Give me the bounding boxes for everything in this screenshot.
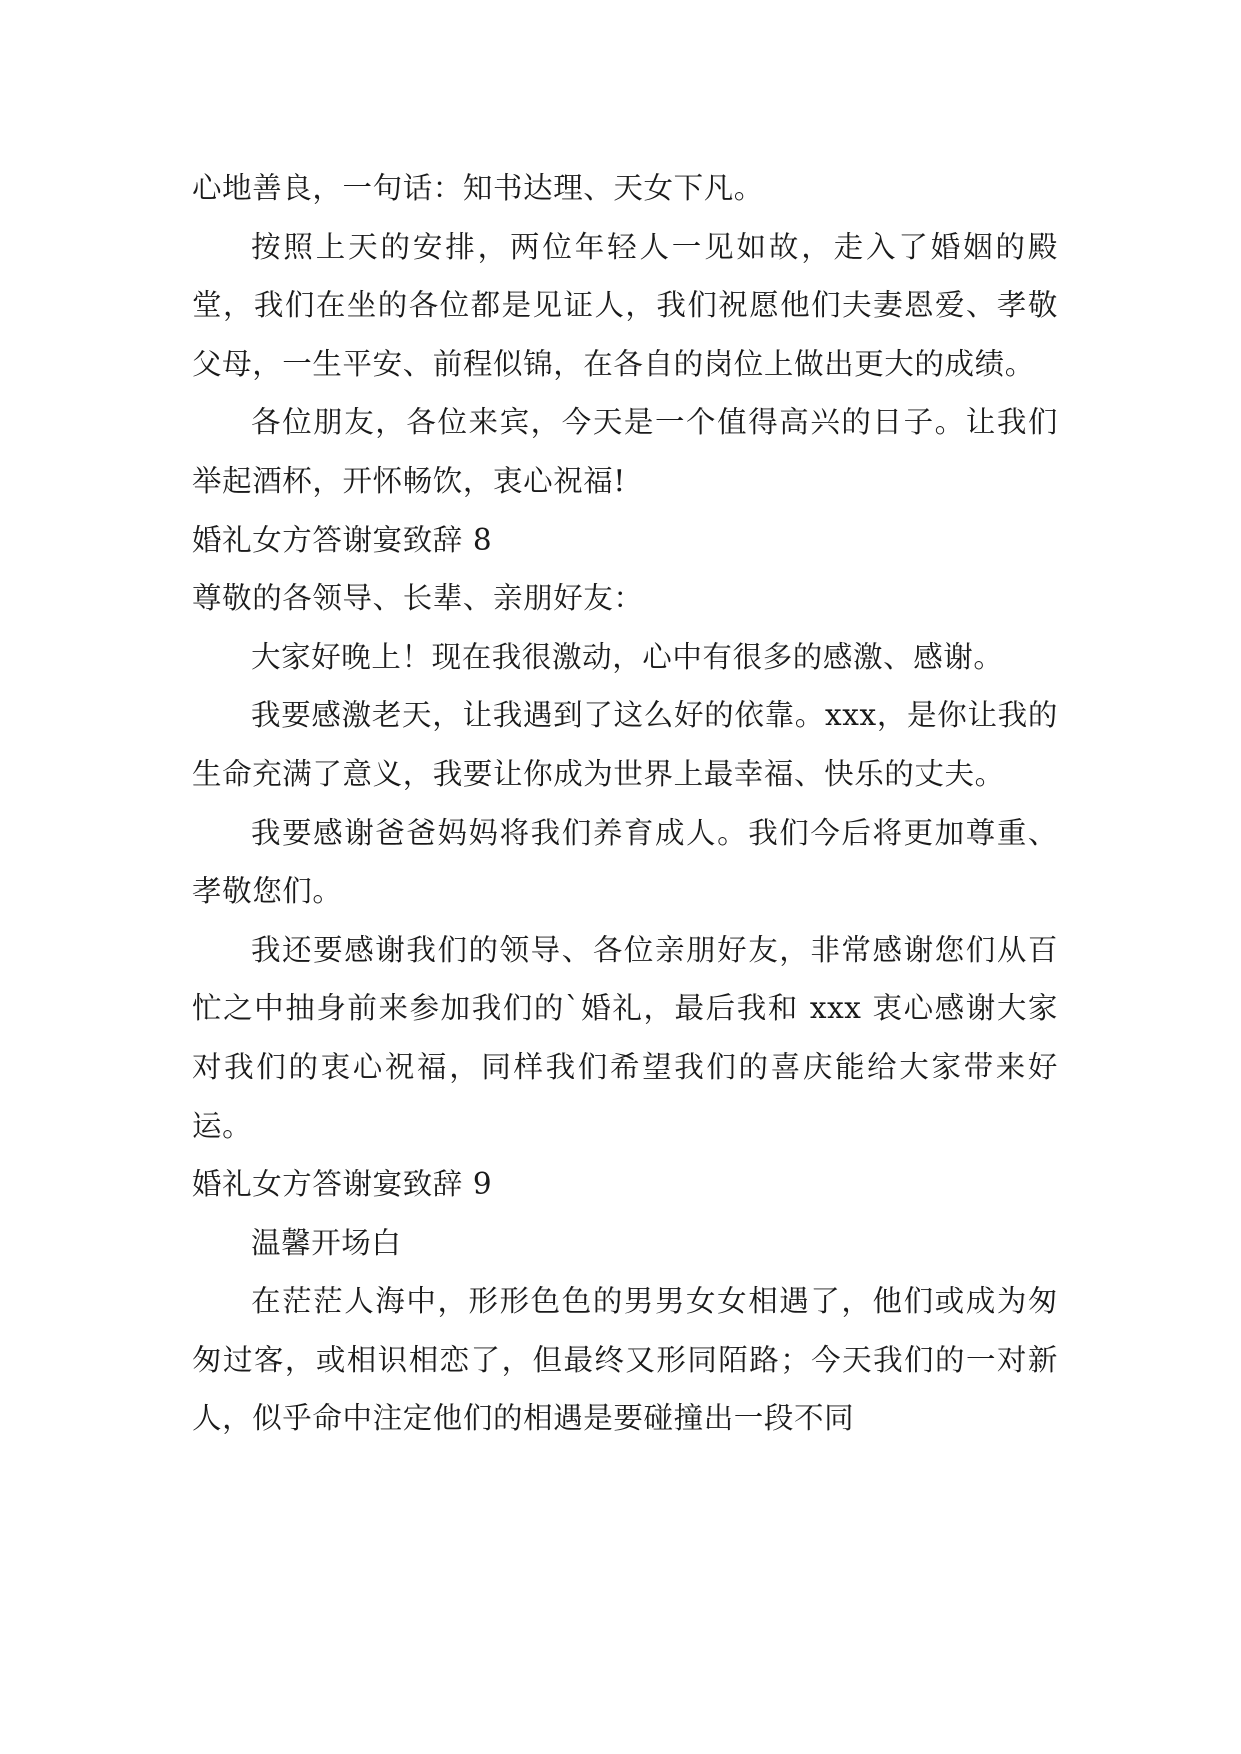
paragraph-opening: 在茫茫人海中，形形色色的男男女女相遇了，他们或成为匆匆过客，或相识相恋了，但最终又形同陌路；今天我们的一对新人，似乎命中注定他们的相遇是要碰撞出一段不同 bbox=[192, 1284, 1058, 1436]
section-heading-9: 婚礼女方答谢宴致辞 9 bbox=[192, 1167, 493, 1202]
paragraph-greeting: 大家好晚上！现在我很激动，心中有很多的感激、感谢。 bbox=[251, 639, 1004, 674]
paragraph-toast: 各位朋友，各位来宾，今天是一个值得高兴的日子。让我们举起酒杯，开怀畅饮，衷心祝福! bbox=[192, 405, 1058, 498]
paragraph-thanks-heaven: 我要感激老天，让我遇到了这么好的依靠。xxx，是你让我的生命充满了意义，我要让你成为世界上最幸福、快乐的丈夫。 bbox=[192, 698, 1058, 791]
subheading-opening: 温馨开场白 bbox=[251, 1225, 402, 1260]
document-body bbox=[192, 159, 1058, 1448]
paragraph-thanks-guests: 我还要感谢我们的领导、各位亲朋好友，非常感谢您们从百忙之中抽身前来参加我们的`婚礼，最后我和 xxx 衷心感谢大家对我们的衷心祝福，同样我们希望我们的喜庆能给大家带来好运。 bbox=[192, 932, 1058, 1143]
paragraph-thanks-parents: 我要感谢爸爸妈妈将我们养育成人。我们今后将更加尊重、孝敬您们。 bbox=[192, 815, 1058, 909]
paragraph-blessing: 按照上天的安排，两位年轻人一见如故，走入了婚姻的殿堂，我们在坐的各位都是见证人，我们祝愿他们夫妻恩爱、孝敬父母，一生平安、前程似锦，在各自的岗位上做出更大的成绩。 bbox=[192, 229, 1058, 381]
salutation: 尊敬的各领导、长辈、亲朋好友： bbox=[192, 581, 644, 616]
paragraph-continuation: 心地善良，一句话：知书达理、天女下凡。 bbox=[192, 171, 764, 205]
section-heading-8: 婚礼女方答谢宴致辞 8 bbox=[192, 522, 493, 557]
